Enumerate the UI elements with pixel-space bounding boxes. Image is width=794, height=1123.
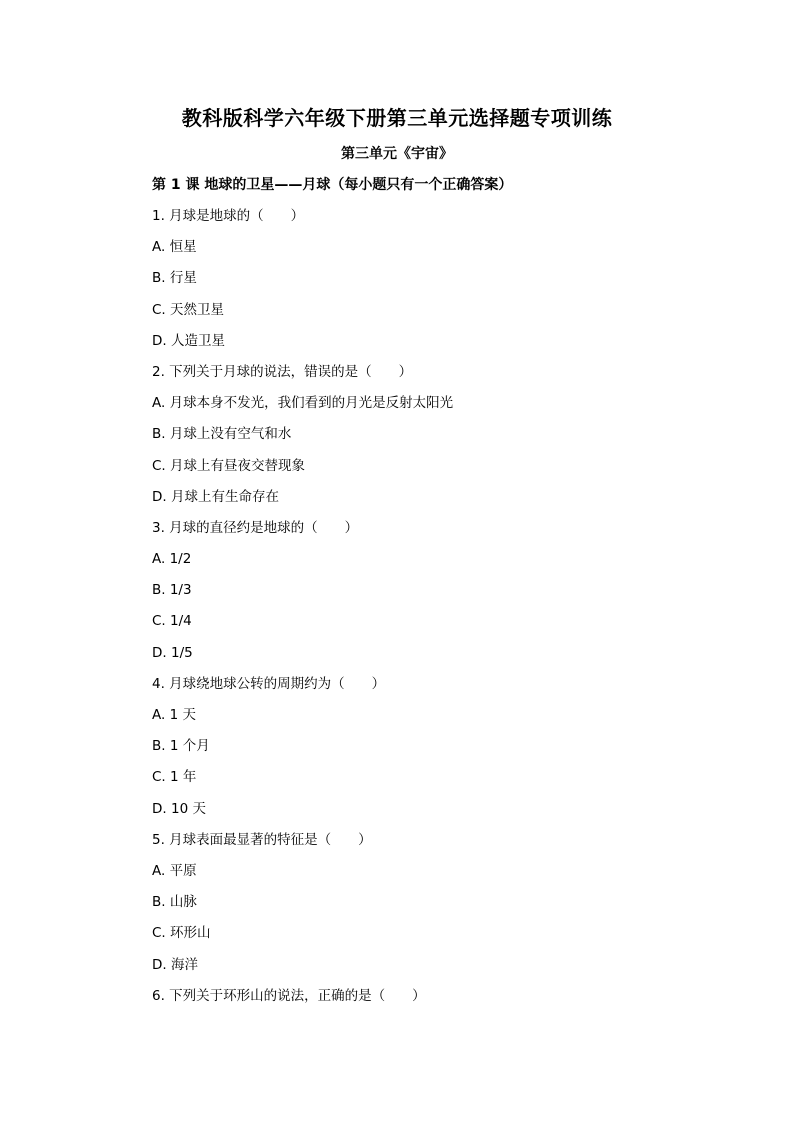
question-5: 5. 月球表面最显著的特征是（ ） [152, 831, 372, 848]
option-3b: B. 1/3 [152, 582, 192, 599]
question-list [152, 206, 712, 1017]
option-5b: B. 山脉 [152, 894, 197, 911]
option-3c: C. 1/4 [152, 613, 192, 630]
option-2d: D. 月球上有生命存在 [152, 488, 279, 505]
lesson-heading: 第 1 课 地球的卫星——月球（每小题只有一个正确答案） [152, 177, 513, 193]
option-5c: C. 环形山 [152, 925, 211, 942]
option-1c: C. 天然卫星 [152, 301, 225, 318]
option-4c: C. 1 年 [152, 769, 197, 786]
option-2a: A. 月球本身不发光，我们看到的月光是反射太阳光 [152, 395, 454, 412]
unit-subtitle: 第三单元《宇宙》 [341, 146, 453, 162]
question-2: 2. 下列关于月球的说法，错误的是（ ） [152, 363, 413, 380]
option-4d: D. 10 天 [152, 800, 206, 817]
option-3d: D. 1/5 [152, 644, 193, 661]
question-3: 3. 月球的直径约是地球的（ ） [152, 519, 359, 536]
question-6: 6. 下列关于环形山的说法，正确的是（ ） [152, 987, 426, 1004]
option-5d: D. 海洋 [152, 956, 198, 973]
option-1d: D. 人造卫星 [152, 332, 225, 349]
option-5a: A. 平原 [152, 862, 197, 879]
option-2b: B. 月球上没有空气和水 [152, 426, 292, 443]
question-4: 4. 月球绕地球公转的周期约为（ ） [152, 675, 386, 692]
option-3a: A. 1/2 [152, 551, 192, 568]
document-title: 教科版科学六年级下册第三单元选择题专项训练 [181, 106, 613, 130]
question-1: 1. 月球是地球的（ ） [152, 208, 305, 224]
option-1b: B. 行星 [152, 270, 197, 287]
option-4b: B. 1 个月 [152, 738, 210, 755]
option-2c: C. 月球上有昼夜交替现象 [152, 457, 306, 474]
option-4a: A. 1 天 [152, 707, 196, 723]
option-1a: A. 恒星 [152, 239, 197, 256]
